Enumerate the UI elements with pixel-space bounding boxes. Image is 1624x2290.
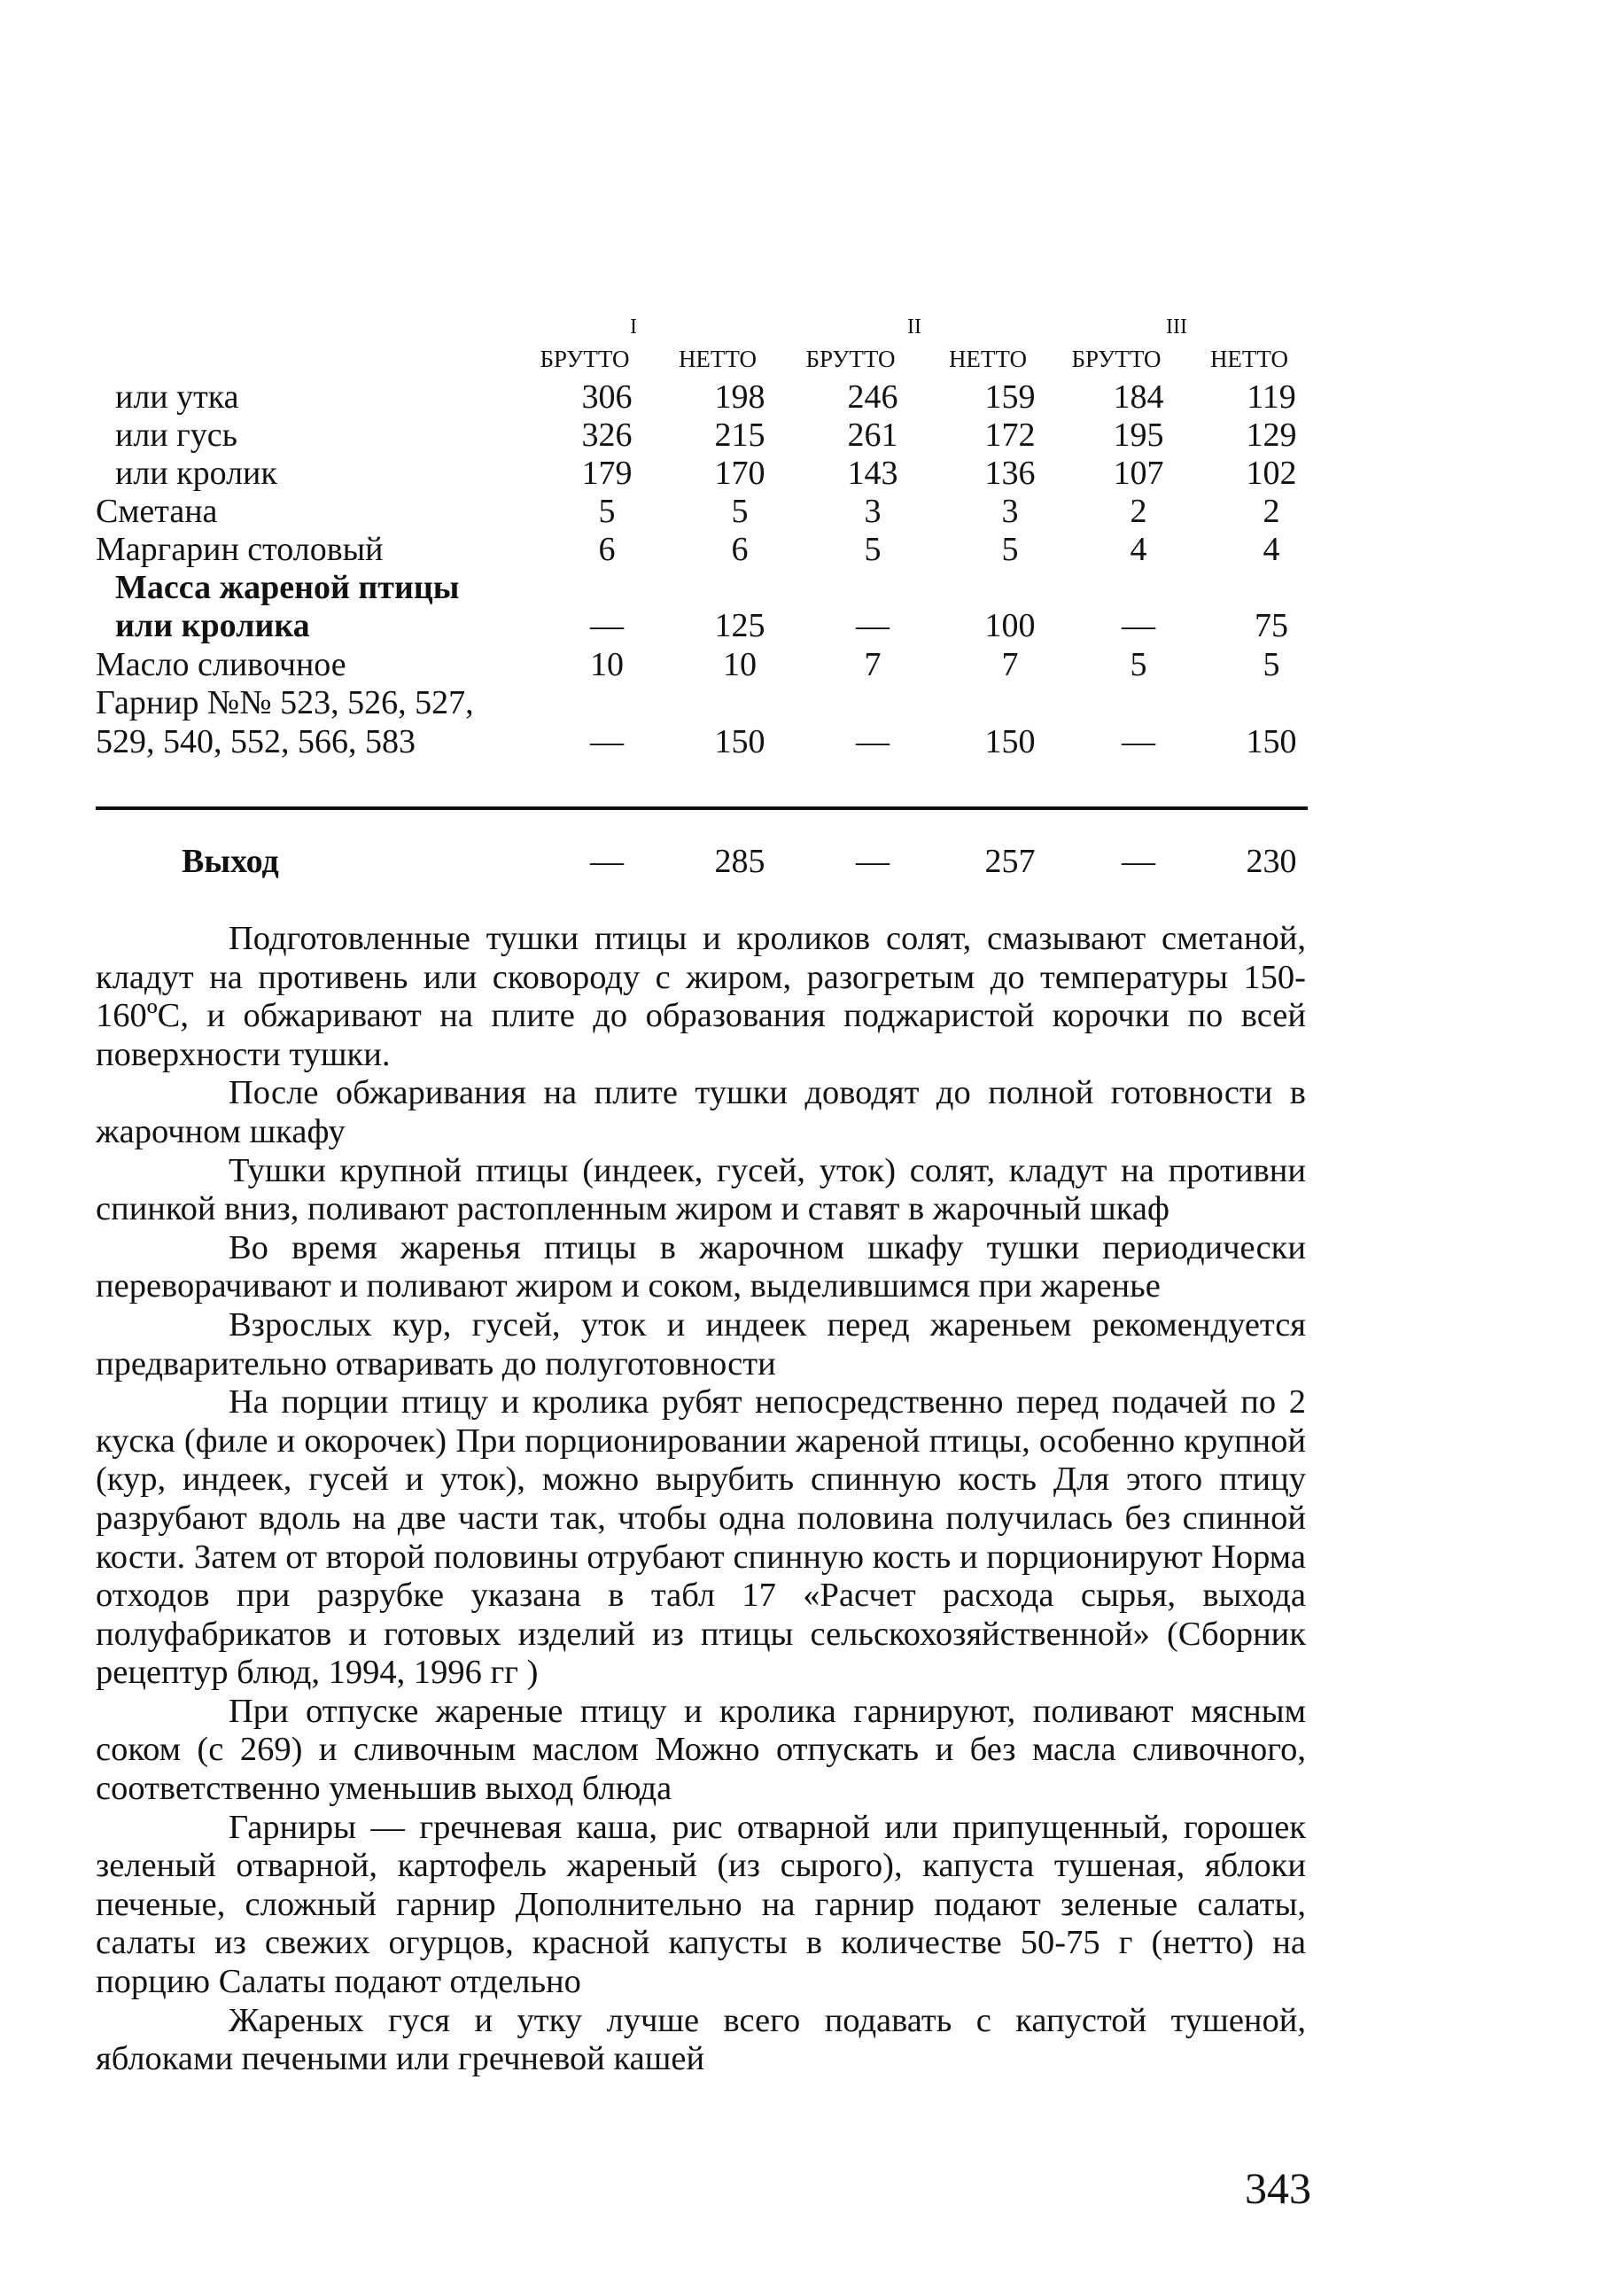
table-cell: 5 [731,493,749,530]
row-label: Гарнир №№ 523, 526, 527, [96,684,474,721]
table-cell: 129 [1246,417,1297,454]
table-divider [96,806,1308,810]
table-cell: 230 [1246,843,1297,880]
col-header-netto-1: НЕТТО [678,346,758,372]
table-cell: — [1122,843,1155,880]
table-cell: 3 [864,493,882,530]
table-cell: 5 [1130,646,1147,683]
table-cell: 6 [598,531,616,568]
table-cell: 2 [1130,493,1147,530]
table-cell: 198 [714,378,765,416]
output-row [0,842,1624,881]
table-row [0,722,1624,761]
paragraph: При отпуске жареные птицу и кролика гарнируют, поливают мясным соком (с 269) и сливочным маслом Можно отпускать и без масла сливочного, соответственно уменьшив выход блюда [96,1692,1306,1808]
paragraph: Взрослых кур, гусей, уток и индеек перед жареньем рекомендуется предварительно отваривать до полуготовности [96,1305,1306,1383]
row-label: 529, 540, 552, 566, 583 [96,723,416,760]
row-label: или утка [115,378,239,416]
table-cell: 10 [590,646,624,683]
col-header-brutto-3: БРУТТО [1071,346,1162,372]
table-cell: — [856,723,890,760]
col-header-netto-3: НЕТТО [1209,346,1289,372]
recipe-text [96,920,1306,2079]
table-cell: 326 [581,417,633,454]
paragraph: После обжаривания на плите тушки доводят до полной готовности в жарочном шкафу [96,1074,1306,1150]
row-label: или кролика [115,607,310,644]
table-cell: 100 [984,607,1036,644]
row-label: или кролик [115,455,277,492]
table-row [0,416,1624,455]
table-cell: 4 [1263,531,1280,568]
col-header-brutto-2: БРУТТО [805,346,896,372]
table-cell: 5 [1263,646,1280,683]
table-cell: 3 [1001,493,1019,530]
page-number: 343 [1245,2163,1311,2213]
table-cell: — [856,843,890,880]
table-cell: 170 [714,455,765,492]
table-cell: 150 [714,723,765,760]
table-cell: 136 [984,455,1036,492]
group-label-2: II [907,315,921,339]
table-cell: — [1122,607,1155,644]
table-row [0,530,1624,569]
table-cell: 261 [847,417,898,454]
paragraph: Жареных гуся и утку лучше всего подавать с капустой тушеной, яблоками печеными или гречневой кашей [96,2001,1306,2078]
table-row [0,492,1624,531]
table-row [0,378,1624,417]
table-row [0,454,1624,493]
row-label: или гусь [115,417,237,454]
col-header-netto-2: НЕТТО [948,346,1028,372]
table-cell: 285 [714,843,765,880]
table-cell: 7 [864,646,882,683]
table-cell: 6 [731,531,749,568]
group-label-1: I [630,315,637,339]
table-cell: 150 [984,723,1036,760]
table-cell: — [590,607,624,644]
table-cell: 125 [714,607,765,644]
table-cell: 10 [723,646,757,683]
table-cell: 2 [1263,493,1280,530]
table-cell: 7 [1001,646,1019,683]
table-cell: — [856,607,890,644]
paragraph: Во время жаренья птицы в жарочном шкафу тушки периодически переворачивают и поливают жиром и соком, выделившимся при жаренье [96,1228,1306,1305]
table-row [0,645,1624,684]
table-cell: 5 [1001,531,1019,568]
table-cell: 246 [847,378,898,416]
paragraph: Подготовленные тушки птицы и кроликов солят, смазывают сметаной, кладут на противень или сковороду с жиром, разогретым до температуры 150-160ºС, и обжаривают на плите до образования поджаристой корочки по всей поверхности тушки. [96,920,1306,1073]
table-cell: 172 [984,417,1036,454]
output-label: Выход [182,843,279,880]
table-cell: 184 [1113,378,1164,416]
table-cell: 5 [864,531,882,568]
table-cell: 102 [1246,455,1297,492]
table-cell: 4 [1130,531,1147,568]
table-cell: 306 [581,378,633,416]
table-cell: 257 [984,843,1036,880]
table-cell: 143 [847,455,898,492]
paragraph: На порции птицу и кролика рубят непосредственно перед подачей по 2 куска (филе и окорочек) При порционировании жареной птицы, особенно крупной (кур, индеек, гусей и уток), можно вырубить спинную кость Для этого птицу разрубают вдоль на две части так, чтобы одна половина получилась без спинной кости. Затем от второй половины отрубают спинную кость и порционируют Норма отходов при разрубке указана в табл 17 «Расчет расхода сырья, выхода полуфабрикатов и готовых изделий из птицы сельскохозяйственной» (Сборник рецептур блюд, 1994, 1996 гг ) [96,1383,1306,1692]
row-label: Маргарин столовый [96,531,384,568]
row-label: Масло сливочное [96,646,346,683]
group-label-3: III [1166,315,1187,339]
row-label: Сметана [96,493,218,530]
col-header-brutto-1: БРУТТО [540,346,630,372]
table-row [0,683,1624,722]
table-cell: 5 [598,493,616,530]
table-cell: 159 [984,378,1036,416]
table-cell: — [590,723,624,760]
table-cell: 195 [1113,417,1164,454]
table-cell: — [1122,723,1155,760]
table-cell: 150 [1246,723,1297,760]
table-row [0,568,1624,607]
paragraph: Тушки крупной птицы (индеек, гусей, уток) солят, кладут на противни спинкой вниз, поливают растопленным жиром и ставят в жарочный шкаф [96,1151,1306,1228]
paragraph: Гарниры — гречневая каша, рис отварной или припущенный, горошек зеленый отварной, картофель жареный (из сырого), капуста тушеная, яблоки печеные, сложный гарнир Дополнительно на гарнир подают зеленые салаты, салаты из свежих огурцов, красной капусты в количестве 50-75 г (нетто) на порцию Салаты подают отдельно [96,1808,1306,2001]
table-cell: 119 [1247,378,1296,416]
table-cell: — [590,843,624,880]
table-cell: 179 [581,455,633,492]
row-label: Масса жареной птицы [115,569,460,606]
table-row [0,606,1624,645]
table-cell: 107 [1113,455,1164,492]
table-cell: 75 [1255,607,1288,644]
table-cell: 215 [714,417,765,454]
